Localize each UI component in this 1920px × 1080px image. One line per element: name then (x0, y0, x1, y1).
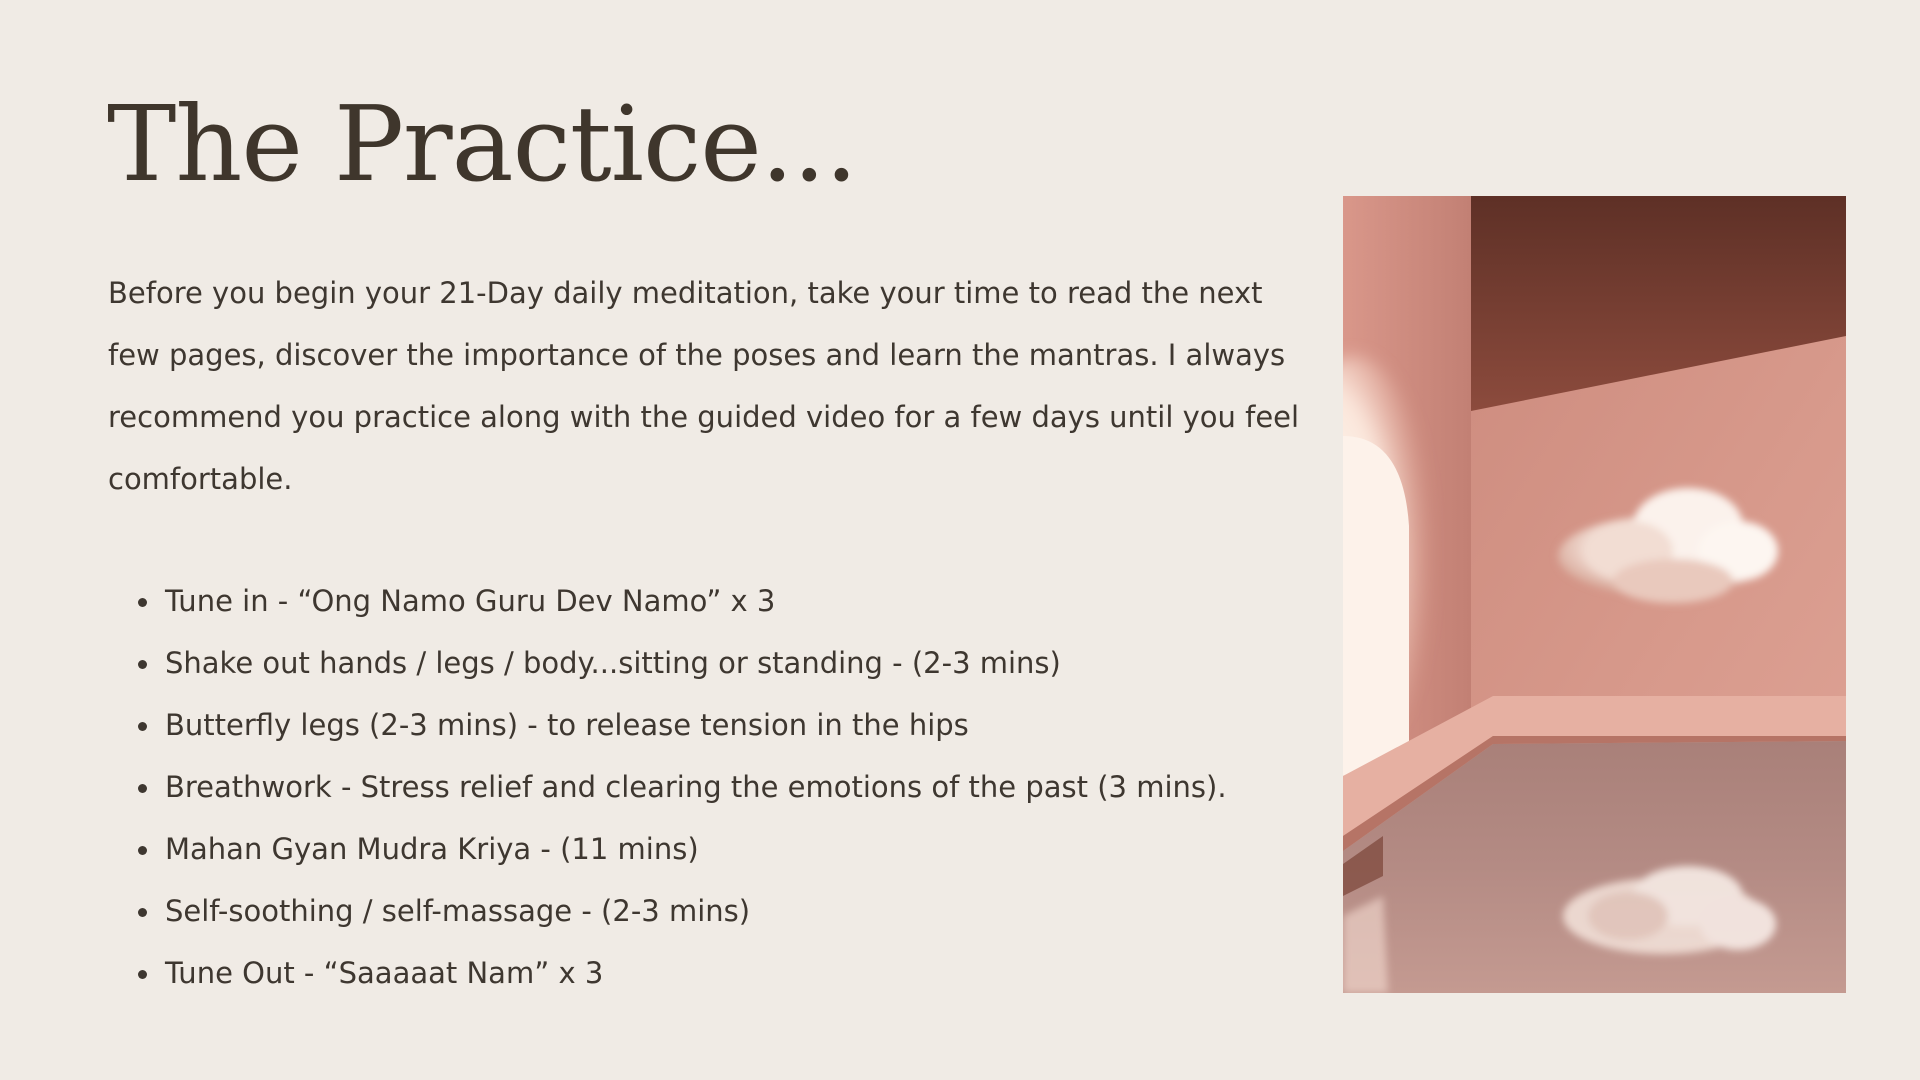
list-item: Self-soothing / self-massage - (2-3 mins) (108, 880, 1308, 942)
list-item: Tune Out - “Saaaaat Nam” x 3 (108, 942, 1308, 1004)
list-item: Breathwork - Stress relief and clearing the emotions of the past (3 mins). (108, 756, 1308, 818)
page-title: The Practice... (107, 83, 857, 205)
intro-paragraph: Before you begin your 21-Day daily meditation, take your time to read the next few pages, discover the importance of the poses and learn the mantras. I always recommend you practice along with the guided video for a few days until you feel comfortable. (108, 276, 1300, 496)
practice-steps-list (108, 570, 1308, 1004)
list-item: Shake out hands / legs / body...sitting or standing - (2-3 mins) (108, 632, 1308, 694)
list-item: Butterfly legs (2-3 mins) - to release tension in the hips (108, 694, 1308, 756)
list-item: Tune in - “Ong Namo Guru Dev Namo” x 3 (108, 570, 1308, 632)
cloud-room-photo (1343, 196, 1846, 993)
list-item: Mahan Gyan Mudra Kriya - (11 mins) (108, 818, 1308, 880)
cloud-room-illustration (1343, 196, 1846, 993)
